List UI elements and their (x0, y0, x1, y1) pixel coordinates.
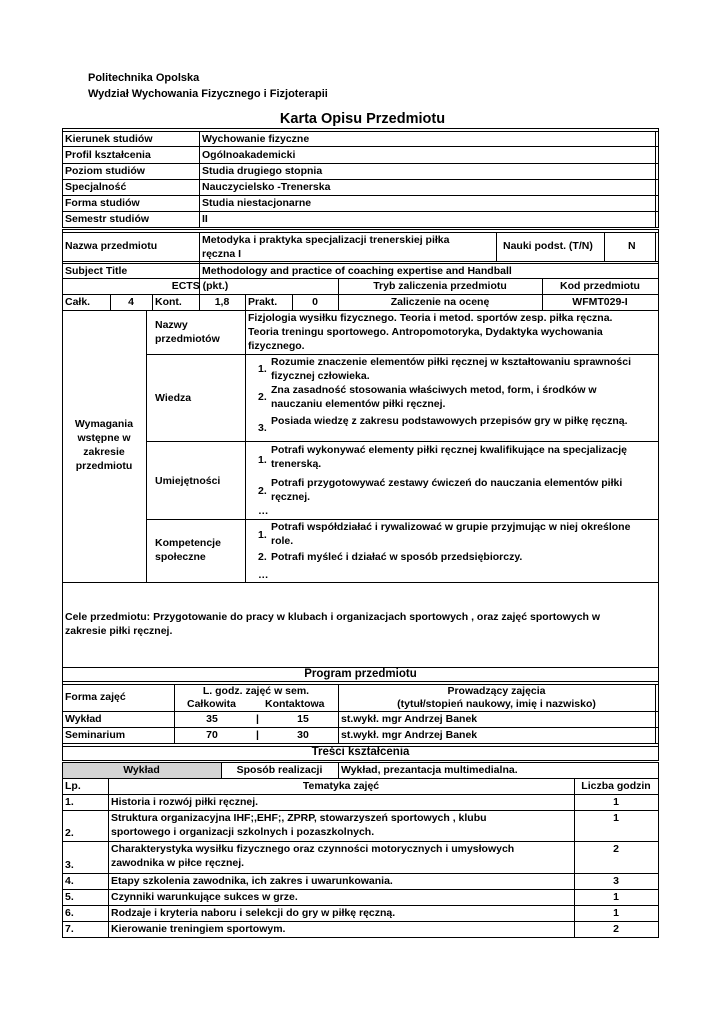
program-header: Program przedmiotu (304, 668, 417, 680)
knowledge-item-3: Posiada wiedzę z zakresu podstawowych przepisów gry w piłkę ręczną. (271, 415, 628, 427)
knowledge-item-1: Rozumie znaczenie elementów piłki ręcznej w kształtowaniu sprawności fizycznej człowieka. (271, 356, 632, 382)
social-ellipsis: … (258, 569, 269, 581)
skills-item-2: Potrafi przygotowywać zestawy ćwiczeń do nauczania elementów piłki ręcznej. (271, 477, 623, 503)
faculty-name: Wydział Wychowania Fizycznego i Fizjoterapii (88, 88, 328, 100)
program-row-form: Seminarium (65, 729, 126, 741)
col-hours-header: Liczba godzin (581, 780, 651, 792)
topic-lp: 7. (65, 923, 74, 935)
topic-lp: 1. (65, 796, 74, 808)
ects-practical-value: 0 (312, 296, 318, 308)
lecture-header: Wykład (123, 764, 160, 776)
topic-lp: 5. (65, 891, 74, 903)
program-row-contact: 15 (297, 713, 309, 725)
program-row-lecturer: st.wykł. mgr Andrzej Banek (341, 729, 478, 741)
knowledge-num-2: 2. (258, 391, 267, 403)
course-name-value: Metodyka i praktyka specjalizacji trenerskiej piłka ręczna I (202, 234, 450, 260)
study-value-forma: Studia niestacjonarne (202, 197, 312, 209)
study-label-profil: Profil kształcenia (65, 149, 151, 161)
knowledge-num-1: 1. (258, 363, 267, 375)
assessment-mode-value: Zaliczenie na ocenę (390, 296, 490, 308)
study-value-specjalnosc: Nauczycielsko -Trenerska (202, 181, 331, 193)
topic-hours: 3 (613, 875, 619, 887)
knowledge-item-2: Zna zasadność stosowania właściwych metod, form, i środków w nauczaniu elementów piłki ręcznej. (271, 384, 597, 410)
knowledge-num-3: 3. (258, 422, 267, 434)
program-row-total: 70 (206, 729, 218, 741)
skills-num-2: 2. (258, 485, 267, 497)
basic-course-value: N (628, 240, 636, 252)
content-header: Treści kształcenia (311, 746, 410, 758)
ects-header: ECTS (pkt.) (171, 280, 229, 292)
study-value-kierunek: Wychowanie fizyczne (202, 133, 310, 145)
ects-total-label: Całk. (65, 296, 91, 308)
ects-contact-label: Kont. (155, 296, 182, 308)
study-value-poziom: Studia drugiego stopnia (202, 165, 323, 177)
topic-lp: 2. (65, 827, 74, 839)
topic-hours: 1 (613, 907, 619, 919)
topic-text: Struktura organizacyjna IHF;,EHF;, ZPRP, stowarzyszeń sportowych , klubu sportowego i organizacji szkolnych i pozaszkolnych. (111, 812, 487, 838)
topic-lp: 3. (65, 859, 74, 871)
hours-contact-header: Kontaktowa (265, 698, 325, 710)
hours-header: L. godz. zajęć w sem. (202, 685, 310, 697)
topic-text: Etapy szkolenia zawodnika, ich zakres i uwarunkowania. (111, 875, 393, 887)
skills-ellipsis: … (258, 505, 269, 517)
topic-text: Rodzaje i kryteria naboru i selekcji do gry w piłkę ręczną. (111, 907, 396, 919)
subject-title-label: Subject Title (65, 265, 128, 277)
delivery-method-value: Wykład, prezantacja multimedialna. (341, 764, 518, 776)
knowledge-label: Wiedza (155, 392, 192, 404)
basic-course-label: Nauki podst. (T/N) (503, 240, 593, 252)
skills-label: Umiejętności (155, 475, 221, 487)
university-name: Politechnika Opolska (88, 72, 200, 84)
program-row-form: Wykład (65, 713, 102, 725)
subject-title-value: Methodology and practice of coaching expertise and Handball (202, 265, 512, 277)
topic-hours: 2 (613, 923, 619, 935)
delivery-method-label: Sposób realizacji (236, 764, 323, 776)
ects-practical-label: Prakt. (248, 296, 278, 308)
lecturer-subheader: (tytuł/stopień naukowy, imię i nazwisko) (397, 698, 596, 710)
skills-item-1: Potrafi wykonywać elementy piłki ręcznej kwalifikujące na specjalizację trenerską. (271, 444, 627, 470)
skills-num-1: 1. (258, 454, 267, 466)
study-value-profil: Ogólnoakademicki (202, 149, 296, 161)
topic-lp: 6. (65, 907, 74, 919)
topic-text: Kierowanie treningiem sportowym. (111, 923, 286, 935)
social-num-1: 1. (258, 529, 267, 541)
topic-text: Charakterystyka wysiłku fizycznego oraz czynności motorycznych i umysłowych zawodnika w piłce ręcznej. (111, 843, 515, 869)
topic-text: Czynniki warunkujące sukces w grze. (111, 891, 298, 903)
assessment-mode-header: Tryb zaliczenia przedmiotu (373, 280, 507, 292)
topic-lp: 4. (65, 875, 74, 887)
program-row-contact: 30 (297, 729, 309, 741)
study-label-forma: Forma studiów (65, 197, 140, 209)
topic-text: Historia i rozwój piłki ręcznej. (111, 796, 259, 808)
topic-hours: 1 (613, 812, 619, 824)
course-code-header: Kod przedmiotu (560, 280, 640, 292)
prerequisites-label: Wymagania wstępne w zakresie przedmiotu (74, 418, 134, 472)
social-item-1: Potrafi współdziałać i rywalizować w grupie przyjmując w niej określone role. (271, 521, 631, 547)
program-row-sep: | (256, 729, 259, 741)
program-row-total: 35 (206, 713, 218, 725)
topic-hours: 1 (613, 891, 619, 903)
study-value-semestr: II (202, 213, 208, 225)
topic-hours: 1 (613, 796, 619, 808)
social-item-2: Potrafi myśleć i działać w sposób przedsiębiorczy. (271, 551, 523, 563)
topic-hours: 2 (613, 843, 619, 855)
program-row-lecturer: st.wykł. mgr Andrzej Banek (341, 713, 478, 725)
col-lp-header: Lp. (65, 780, 81, 792)
prereq-courses-label: Nazwy przedmiotów (155, 319, 220, 345)
prereq-courses-value: Fizjologia wysiłku fizycznego. Teoria i metod. sportów zesp. piłka ręczna. Teoria treningu sportowego. Antropomotoryka, Dydaktyka wychowania fizycznego. (248, 312, 613, 352)
program-row-sep: | (256, 713, 259, 725)
document-title: Karta Opisu Przedmiotu (279, 111, 446, 127)
study-label-poziom: Poziom studiów (65, 165, 145, 177)
hours-total-header: Całkowita (187, 698, 237, 710)
course-name-label: Nazwa przedmiotu (65, 240, 158, 252)
study-label-semestr: Semestr studiów (65, 213, 150, 225)
ects-contact-value: 1,8 (214, 296, 230, 308)
course-code-value: WFMT029-I (572, 296, 628, 308)
col-topic-header: Tematyka zajęć (302, 780, 380, 792)
course-goals: Cele przedmiotu: Przygotowanie do pracy w klubach i organizacjach sportowych , oraz zajęć sportowych w zakresie piłki ręcznej. (65, 611, 601, 637)
study-label-specjalnosc: Specjalność (65, 181, 127, 193)
lecturer-header: Prowadzący zajęcia (447, 685, 546, 697)
ects-total-value: 4 (128, 296, 134, 308)
social-num-2: 2. (258, 551, 267, 563)
study-label-kierunek: Kierunek studiów (65, 133, 153, 145)
social-competence-label: Kompetencje społeczne (155, 537, 221, 563)
class-form-header: Forma zajęć (65, 691, 126, 703)
